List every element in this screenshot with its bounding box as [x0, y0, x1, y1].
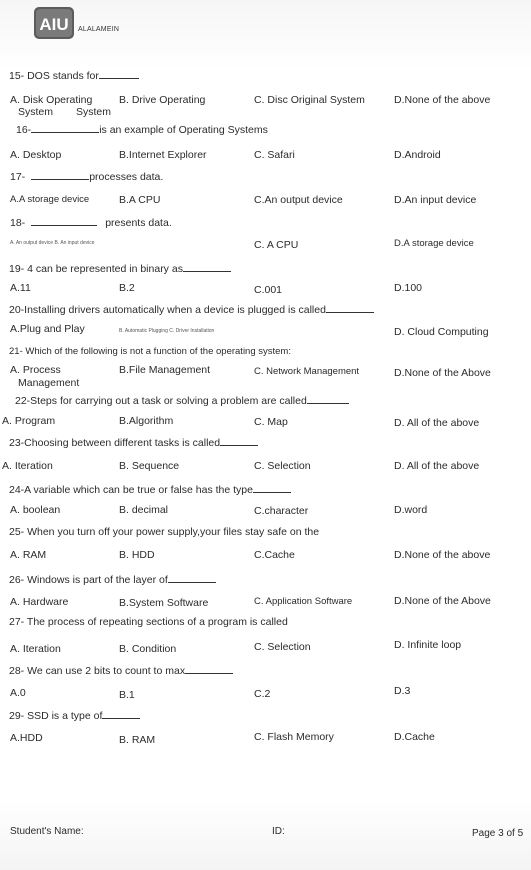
question-25: 25- When you turn off your power supply,your files stay safe on the	[9, 526, 320, 538]
q26-option-d: D.None of the Above	[394, 595, 491, 607]
q21-option-a-cont: Management	[18, 377, 80, 389]
question-29: 29- SSD is a type of	[9, 709, 140, 722]
q16-option-c: C. Safari	[254, 149, 295, 161]
question-24: 24-A variable which can be true or false has the type	[9, 483, 291, 496]
question-15: 15- DOS stands for	[9, 69, 139, 82]
q16-option-d: D.Android	[394, 149, 441, 161]
q27-option-c: C. Selection	[254, 641, 311, 653]
q28-option-a: A.0	[10, 687, 26, 699]
q24-option-b: B. decimal	[119, 504, 169, 516]
question-16: 16- is an example of Operating Systems	[16, 124, 268, 136]
q16-option-a: A. Desktop	[10, 149, 62, 161]
question-17: 17- processes data.	[10, 171, 164, 183]
q17-option-c: C.An output device	[254, 194, 343, 206]
question-18: 18- presents data.	[10, 217, 172, 229]
q29-option-d: D.Cache	[394, 731, 435, 743]
q21-option-b: B.File Management	[119, 364, 211, 376]
q19-option-d: D.100	[394, 282, 423, 294]
q20-option-a: A.Plug and Play	[10, 323, 85, 335]
q24-option-d: D.word	[394, 504, 428, 516]
q15-option-a: A. Disk Operating	[10, 94, 93, 106]
logo-lettering: AIU	[39, 15, 69, 34]
q25-option-b: B. HDD	[119, 549, 155, 561]
question-27: 27- The process of repeating sections of a program is called	[9, 616, 288, 628]
q15-option-a-cont: System	[18, 106, 54, 118]
q18-option-d: D.A storage device	[394, 238, 474, 249]
q19-option-a: A.11	[10, 282, 31, 294]
q23-option-c: C. Selection	[254, 460, 311, 472]
question-26: 26- Windows is part of the layer of	[9, 573, 216, 586]
q18-option-c: C. A CPU	[254, 239, 299, 251]
question-28: 28- We can use 2 bits to count to max	[9, 664, 233, 677]
question-21: 21- Which of the following is not a function of the operating system:	[9, 346, 291, 357]
q15-option-b-cont: System	[76, 106, 112, 118]
q21-option-c: C. Network Management	[254, 366, 360, 377]
q20-option-d: D. Cloud Computing	[394, 326, 489, 338]
q21-option-a: A. Process	[10, 364, 61, 376]
q29-option-a: A.HDD	[10, 732, 43, 744]
q15-option-d: D.None of the above	[394, 94, 491, 106]
q23-option-b: B. Sequence	[119, 460, 180, 472]
q19-option-b: B.2	[119, 282, 135, 294]
q16-option-b: B.Internet Explorer	[119, 149, 207, 161]
q15-option-c: C. Disc Original System	[254, 94, 365, 106]
q25-option-c: C.Cache	[254, 549, 295, 561]
q29-option-b: B. RAM	[119, 734, 156, 746]
q20-option-b-c: B. Automatic Plugging C. Driver Installation	[119, 328, 215, 334]
q22-option-a: A. Program	[2, 415, 56, 427]
q22-option-b: B.Algorithm	[119, 415, 174, 427]
q17-option-a: A.A storage device	[10, 194, 90, 205]
student-name-label: Student's Name:	[10, 826, 84, 837]
q24-option-a: A. boolean	[10, 504, 61, 516]
q17-option-b: B.A CPU	[119, 194, 161, 206]
q23-option-d: D. All of the above	[394, 460, 480, 472]
q17-option-d: D.An input device	[394, 194, 477, 206]
question-23: 23-Choosing between different tasks is called	[9, 436, 258, 449]
q22-option-c: C. Map	[254, 416, 288, 428]
q25-option-d: D.None of the above	[394, 549, 491, 561]
q19-option-c: C.001	[254, 284, 283, 296]
question-20: 20-Installing drivers automatically when a device is plugged is called	[9, 303, 374, 316]
q23-option-a: A. Iteration	[2, 460, 53, 472]
q24-option-c: C.character	[254, 505, 309, 517]
q22-option-d: D. All of the above	[394, 417, 480, 429]
question-19: 19- 4 can be represented in binary as	[9, 262, 231, 275]
question-22: 22-Steps for carrying out a task or solving a problem are called	[15, 394, 349, 407]
q26-option-c: C. Application Software	[254, 596, 353, 607]
page-number: Page 3 of 5	[472, 828, 524, 839]
q15-option-b: B. Drive Operating	[119, 94, 206, 106]
q26-option-a: A. Hardware	[10, 596, 69, 608]
q21-option-d: D.None of the Above	[394, 367, 491, 379]
q28-option-b: B.1	[119, 689, 135, 701]
q27-option-b: B. Condition	[119, 643, 177, 655]
q28-option-d: D.3	[394, 685, 411, 697]
q18-option-a-b: A. An output device B. An input device	[10, 240, 95, 246]
university-logo-icon	[33, 6, 75, 40]
q25-option-a: A. RAM	[10, 549, 47, 561]
q29-option-c: C. Flash Memory	[254, 731, 334, 743]
q27-option-a: A. Iteration	[10, 643, 61, 655]
university-name: ALALAMEIN	[78, 26, 120, 33]
q26-option-b: B.System Software	[119, 597, 209, 609]
q28-option-c: C.2	[254, 688, 271, 700]
student-id-label: ID:	[272, 826, 285, 837]
q27-option-d: D. Infinite loop	[394, 639, 462, 651]
